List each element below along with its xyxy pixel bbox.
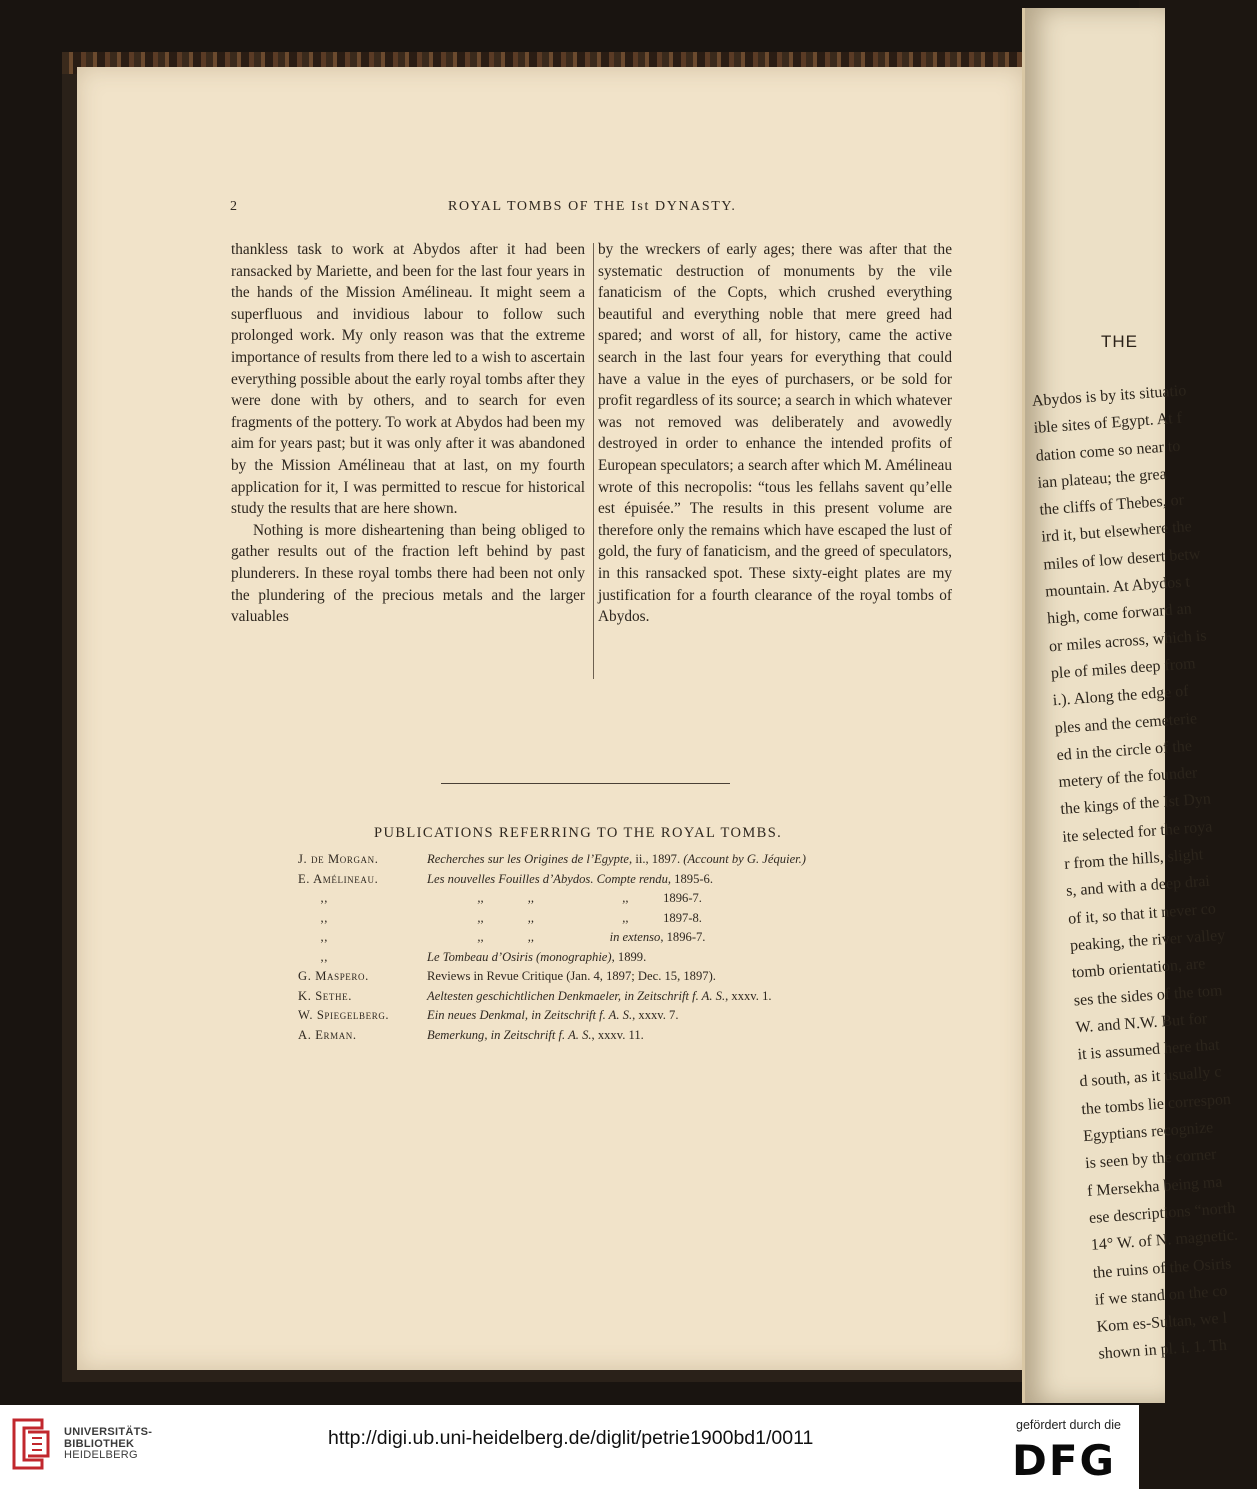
publication-work (427, 930, 705, 945)
publication-entry (298, 969, 938, 989)
publication-entry (298, 950, 938, 970)
facing-page-line: peaking, the river valley (1069, 926, 1226, 955)
university-library-logo-icon (8, 1416, 54, 1472)
facing-page-line: high, come forward an (1046, 600, 1193, 628)
publication-author: ,, (298, 949, 328, 964)
publication-details: , xxxv. 7. (632, 1008, 679, 1022)
publication-entry (298, 852, 938, 872)
publications-list (298, 852, 938, 1047)
publication-details: , 1895-6. (667, 871, 713, 886)
library-name: UNIVERSITÄTS- BIBLIOTHEK HEIDELBERG (64, 1426, 153, 1461)
publication-entry (298, 989, 938, 1009)
page-number: 2 (230, 199, 237, 214)
facing-page-line: s, and with a deep drai (1065, 873, 1211, 901)
digital-library-footer (0, 1405, 1139, 1489)
facing-page-line: ses the sides of the tom (1073, 981, 1223, 1010)
publication-entry (298, 891, 938, 911)
running-head (230, 199, 958, 223)
facing-page-line: tomb orientation, are (1071, 955, 1206, 982)
publication-author: ,, (298, 891, 328, 905)
facing-page-line: it is assumed here that (1077, 1036, 1221, 1064)
paragraph: thankless task to work at Abydos after it had been ransacked by Mariette, and been for the last four years in the hands of the Mission Amélineau. It might seem a superfluous and invidious labour to follow such prolonged work. My only reason was that the extreme importance of results from there led to a wish to ascertain everything possible about the early royal tombs after they were done with by others, and to search for even fragments of the pottery. To work at Abydos had been my aim for years past; but it was only after it was abandoned by the Mission Amélineau that at last, on my fourth application for it, I was permitted to rescue for historical study the results that are here shown. (231, 241, 585, 518)
funding-note: gefördert durch die (1016, 1418, 1121, 1432)
publication-details: , ii., 1897. (629, 852, 684, 866)
facing-page-line: f Mersekha being ma (1086, 1173, 1223, 1200)
publication-work (427, 969, 716, 984)
publication-author: E. Amélineau. (298, 871, 379, 886)
facing-page-line: Egyptians recognize (1082, 1119, 1214, 1146)
facing-page-line: ian plateau; the grea (1037, 465, 1168, 492)
publication-work (427, 950, 646, 965)
facing-page-line: W. and N.W. But for (1075, 1010, 1208, 1037)
facing-page-line: ple of miles deep from (1050, 655, 1197, 683)
publication-details: Reviews in Revue Critique (Jan. 4, 1897; Dec. 15, 1897). (427, 969, 716, 983)
publication-work (427, 891, 702, 906)
facing-page-line: r from the hills, slight (1063, 846, 1204, 873)
facing-page-edge (1022, 8, 1239, 1403)
publication-work (427, 989, 772, 1004)
publication-title: ,, ,, ,, (427, 910, 629, 925)
facing-page-line: i.). Along the edge of (1052, 683, 1190, 710)
publication-note: (Account by G. Jéquier.) (683, 852, 807, 866)
facing-page-line: mountain. At Abydos t (1044, 573, 1191, 601)
publication-work (427, 852, 806, 867)
publication-details: , 1899. (611, 949, 647, 964)
publication-title: Recherches sur les Origines de l’Egypte (427, 852, 630, 866)
facing-page-line: ite selected for the roya (1061, 818, 1213, 846)
facing-page-line: d south, as it usually c (1078, 1063, 1223, 1091)
publication-details: , xxxv. 11. (591, 1027, 644, 1042)
facing-page-line: 14° W. of N. magnetic. (1090, 1226, 1239, 1255)
publication-work (427, 872, 713, 887)
facing-page-line: ed in the circle of the (1056, 737, 1193, 764)
publication-entry (298, 911, 938, 931)
facing-page-text (1031, 379, 1239, 1368)
publication-author: W. Spiegelberg. (298, 1008, 390, 1022)
facing-page-line: ese descriptions “north (1088, 1199, 1236, 1227)
publication-entry (298, 872, 938, 892)
facing-page-line: the kings of the Ist Dyn (1059, 790, 1212, 819)
facing-page-line: is seen by the corner (1084, 1146, 1218, 1173)
publication-details: 1896-7. (628, 891, 702, 905)
publication-work (427, 1008, 679, 1023)
facing-page-line: shown in pl. i. 1. Th (1097, 1337, 1228, 1364)
facing-page-line: ible sites of Egypt. At f (1033, 409, 1183, 438)
facing-page-line: miles of low desert betw (1042, 545, 1201, 574)
facing-page-line: ples and the cemeterie (1054, 709, 1198, 737)
source-url-link[interactable]: http://digi.ub.uni-heidelberg.de/diglit/petrie1900bd1/0011 (328, 1427, 814, 1449)
facing-page-line: Kom es-Sultan, we l (1096, 1309, 1228, 1336)
publication-work (427, 1028, 644, 1043)
publication-entry (298, 1008, 938, 1028)
publication-title: ,, ,, in extenso (427, 930, 661, 944)
publication-details: , 1896-7. (660, 930, 706, 944)
text-column-left (231, 239, 585, 628)
text-column-right (598, 239, 952, 628)
facing-page-line: if we stand on the co (1094, 1282, 1228, 1309)
publication-author: G. Maspero. (298, 969, 369, 983)
publication-title: Le Tombeau d’Osiris (monographie) (427, 949, 612, 964)
publication-title: Bemerkung, in Zeitschrift f. A. S. (427, 1027, 592, 1042)
facing-page-line: metery of the founder (1058, 764, 1198, 792)
publication-author: ,, (298, 930, 328, 944)
paragraph: by the wreckers of early ages; there was after that the systematic destruction of monuments by the vile fanaticism of the Copts, which crushed everything beautiful and everything noble that mere greed had spared; and worst of all, for history, came the active search in the last four years for everything that could have a value in the eyes of purchasers, or be sold for profit regardless of its source; a search in which whatever was not removed was deliberately and avowedly destroyed in order to enhance the intended profits of European speculators; a search after which M. Amélineau wrote of this necropolis: “tous les fellahs savent qu’elle est épuisée.” The results in this present volume are therefore only the remains which have escaped the lust of gold, the fury of fanaticism, and the greed of speculators, in this ransacked spot. These sixty-eight plates are my justification for a fourth clearance of the royal tombs of Abydos. (598, 241, 952, 626)
facing-page-line: or miles across, which is (1048, 627, 1208, 656)
paragraph: Nothing is more disheartening than being obliged to gather results out of the fraction left behind by past plunderers. In these royal tombs there had been not only the plundering of the precious metals and the larger valuables (231, 521, 585, 626)
facing-page-line: of it, so that it never co (1067, 900, 1217, 928)
column-divider (593, 243, 594, 679)
publication-details: , xxxv. 1. (725, 988, 772, 1003)
publication-entry (298, 1028, 938, 1048)
facing-page-line: dation come so near to (1035, 437, 1181, 465)
publication-details: 1897-8. (628, 910, 702, 925)
publication-title: ,, ,, ,, (427, 891, 629, 905)
publication-author: ,, (298, 910, 328, 925)
publication-title: Les nouvelles Fouilles d’Abydos. Compte rendu (427, 871, 668, 886)
publication-title: Ein neues Denkmal, in Zeitschrift f. A. S. (427, 1008, 633, 1022)
facing-page-line: the cliffs of Thebes, or (1038, 491, 1185, 519)
facing-page-line: the ruins of the Osiris (1092, 1254, 1232, 1282)
facing-page-line: Abydos is by its situatio (1031, 382, 1187, 410)
section-rule (441, 783, 730, 784)
publications-heading: PUBLICATIONS REFERRING TO THE ROYAL TOMBS. (374, 825, 783, 841)
facing-page-heading: THE (1101, 332, 1138, 351)
publication-title: Aeltesten geschichtlichen Denkmaeler, in Zeitschrift f. A. S. (427, 988, 726, 1003)
facing-page-line: the tombs lie correspon (1080, 1090, 1232, 1118)
facing-page-line: ird it, but elsewhere the (1040, 518, 1193, 547)
running-title: ROYAL TOMBS OF THE Ist DYNASTY. (448, 199, 737, 214)
publication-work (427, 911, 702, 926)
publication-author: J. de Morgan. (298, 852, 379, 866)
publication-author: A. Erman. (298, 1027, 357, 1042)
publication-entry (298, 930, 938, 950)
dfg-logo: DFG (1012, 1436, 1117, 1485)
publication-author: K. Sethe. (298, 988, 352, 1003)
